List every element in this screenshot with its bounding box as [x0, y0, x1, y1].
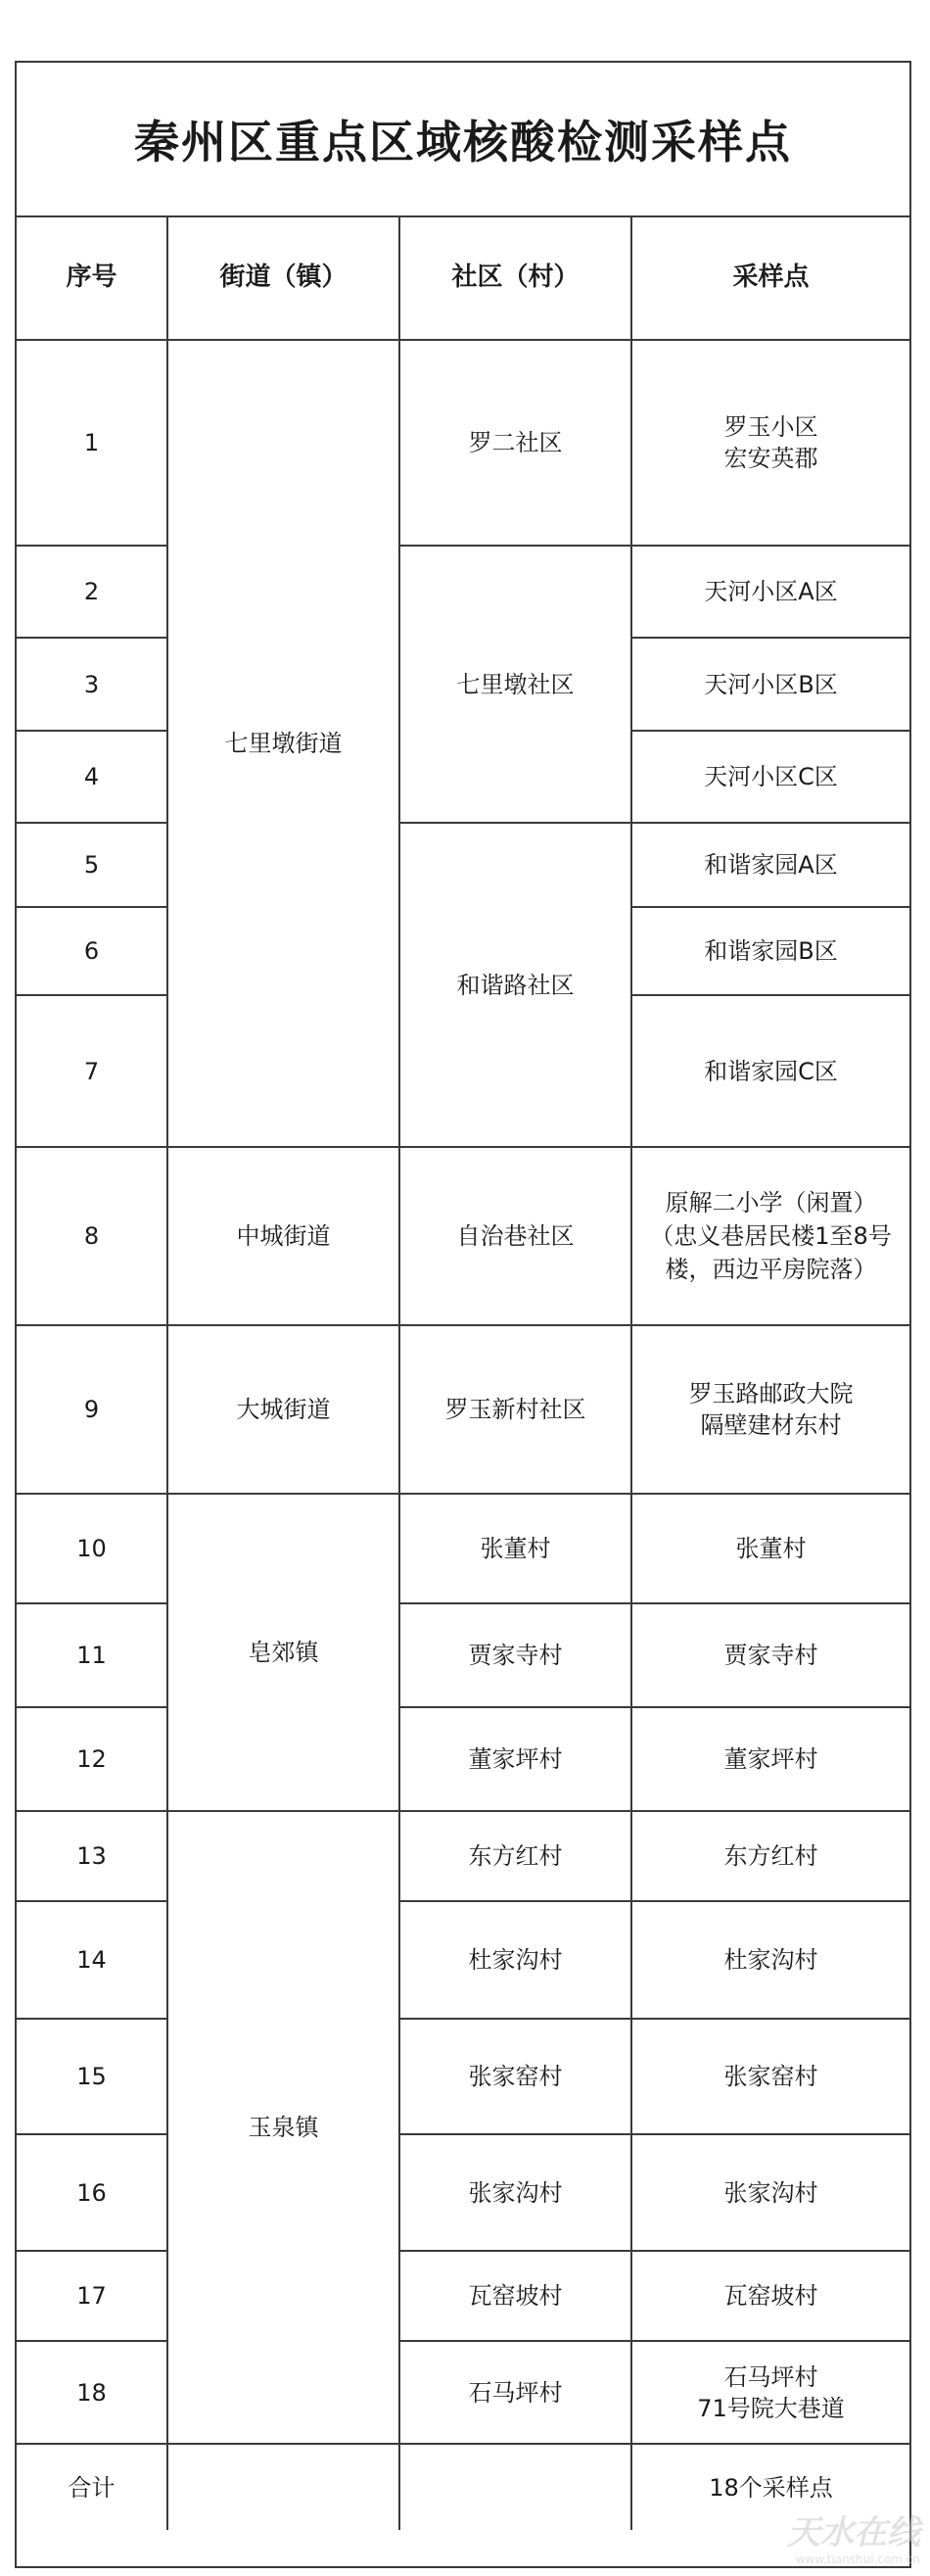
site-cell: 天河小区B区 — [631, 638, 909, 731]
community-cell: 和谐路社区 — [399, 823, 631, 1147]
seq-cell: 1 — [17, 340, 167, 546]
seq-cell: 9 — [17, 1325, 167, 1494]
seq-cell: 16 — [17, 2134, 167, 2251]
site-cell: 张家沟村 — [631, 2134, 909, 2251]
watermark-logo — [734, 2513, 920, 2572]
site-cell: 杜家沟村 — [631, 1901, 909, 2019]
seq-cell: 4 — [17, 731, 167, 823]
site-cell: 石马坪村 71号院大巷道 — [631, 2341, 909, 2444]
seq-cell: 6 — [17, 907, 167, 995]
seq-cell: 10 — [17, 1494, 167, 1603]
sampling-sites-table — [17, 215, 909, 2530]
street-cell: 中城街道 — [167, 1147, 399, 1325]
street-cell: 大城街道 — [167, 1325, 399, 1494]
site-cell: 东方红村 — [631, 1811, 909, 1901]
community-cell: 瓦窑坡村 — [399, 2251, 631, 2341]
community-cell: 贾家寺村 — [399, 1603, 631, 1707]
community-cell: 罗玉新村社区 — [399, 1325, 631, 1494]
table-row — [17, 340, 909, 546]
seq-cell: 2 — [17, 546, 167, 638]
community-cell: 自治巷社区 — [399, 1147, 631, 1325]
site-cell: 和谐家园A区 — [631, 823, 909, 907]
site-cell: 张董村 — [631, 1494, 909, 1603]
header-row — [17, 215, 909, 340]
site-cell: 董家坪村 — [631, 1707, 909, 1811]
watermark-brand: 天水在线 — [787, 2513, 920, 2552]
site-cell: 天河小区C区 — [631, 731, 909, 823]
community-cell: 石马坪村 — [399, 2341, 631, 2444]
site-cell: 张家窑村 — [631, 2019, 909, 2134]
total-label: 合计 — [17, 2444, 167, 2530]
site-cell: 罗玉路邮政大院 隔壁建材东村 — [631, 1325, 909, 1494]
empty-cell — [399, 2444, 631, 2530]
header-community: 社区（村） — [399, 215, 631, 340]
table-row — [17, 2341, 909, 2444]
seq-cell: 13 — [17, 1811, 167, 1901]
table-row — [17, 1147, 909, 1325]
community-cell: 张董村 — [399, 1494, 631, 1603]
table-row — [17, 1325, 909, 1494]
table-row — [17, 2134, 909, 2251]
site-cell: 罗玉小区 宏安英郡 — [631, 340, 909, 546]
empty-cell — [167, 2444, 399, 2530]
table-frame — [15, 61, 911, 2568]
site-cell: 贾家寺村 — [631, 1603, 909, 1707]
table-row — [17, 1901, 909, 2019]
table-row — [17, 1603, 909, 1707]
seq-cell: 17 — [17, 2251, 167, 2341]
community-cell: 杜家沟村 — [399, 1901, 631, 2019]
seq-cell: 15 — [17, 2019, 167, 2134]
community-cell: 罗二社区 — [399, 340, 631, 546]
community-cell: 张家沟村 — [399, 2134, 631, 2251]
seq-cell: 12 — [17, 1707, 167, 1811]
seq-cell: 11 — [17, 1603, 167, 1707]
table-row — [17, 2019, 909, 2134]
site-cell: 和谐家园C区 — [631, 995, 909, 1147]
site-cell: 和谐家园B区 — [631, 907, 909, 995]
seq-cell: 7 — [17, 995, 167, 1147]
table-row — [17, 1811, 909, 1901]
community-cell: 七里墩社区 — [399, 546, 631, 823]
site-cell: 天河小区A区 — [631, 546, 909, 638]
table-row — [17, 546, 909, 638]
street-cell: 皂郊镇 — [167, 1494, 399, 1811]
community-cell: 张家窑村 — [399, 2019, 631, 2134]
community-cell: 董家坪村 — [399, 1707, 631, 1811]
table-row — [17, 823, 909, 907]
watermark-url: www.tianshui.com.cn — [795, 2552, 920, 2566]
table-row — [17, 1707, 909, 1811]
table-row — [17, 2251, 909, 2341]
site-cell: 瓦窑坡村 — [631, 2251, 909, 2341]
seq-cell: 5 — [17, 823, 167, 907]
seq-cell: 8 — [17, 1147, 167, 1325]
total-value: 18个采样点 — [631, 2444, 909, 2530]
seq-cell: 3 — [17, 638, 167, 731]
site-cell: 原解二小学（闲置） （忠义巷居民楼1至8号 楼，西边平房院落） — [631, 1147, 909, 1325]
header-site: 采样点 — [631, 215, 909, 340]
table-row — [17, 1494, 909, 1603]
community-cell: 东方红村 — [399, 1811, 631, 1901]
header-street: 街道（镇） — [167, 215, 399, 340]
street-cell: 七里墩街道 — [167, 340, 399, 1147]
page-title: 秦州区重点区域核酸检测采样点 — [17, 63, 909, 217]
street-cell: 玉泉镇 — [167, 1811, 399, 2444]
header-seq: 序号 — [17, 215, 167, 340]
seq-cell: 14 — [17, 1901, 167, 2019]
seq-cell: 18 — [17, 2341, 167, 2444]
